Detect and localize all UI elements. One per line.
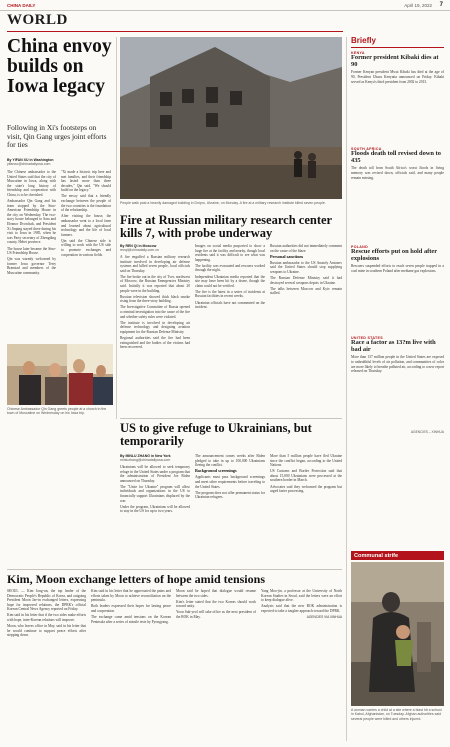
story-divider — [120, 418, 342, 419]
story-divider — [7, 569, 342, 570]
iowa-photo-caption: Chinese Ambassador Qin Gang greets people at a church in the town of Muscatine on Wednesday on his Iowa trip. — [7, 407, 107, 416]
iowa-body-col2 — [61, 170, 111, 340]
refugee-headline: US to give refuge to Ukrainians, but temporarily — [120, 421, 312, 448]
refugee-byline-block — [120, 454, 190, 463]
paragraph: Qin was warmly welcomed by former Iowa governor Terry Branstad and members of the Muscatine community. — [7, 257, 56, 275]
kim-headline: Kim, Moon exchange letters of hope amid tensions — [7, 572, 265, 586]
refugee-email: minluzhang@chinadailyusa.com — [120, 458, 171, 463]
fire-body-col2 — [195, 244, 265, 415]
paragraph: A fire engulfed a Russian military research institute involved in developing air defense systems and killed seven people, local officials said on Thursday. — [120, 255, 190, 273]
section-rule — [7, 31, 343, 32]
paragraph: Russian television showed thick black smoke rising from the three-story building. — [120, 294, 190, 304]
column-divider — [116, 37, 117, 419]
brief-tag: SOUTH AFRICA — [351, 147, 382, 151]
paragraph: Russian ambassador to the US Anatoly Antonov said the United States should stop supplying weapons to Ukraine. — [270, 260, 342, 274]
iowa-photo — [7, 344, 113, 405]
brief-text: The death toll from South Africa's worst floods in living memory was revised down, officials said, and many people remain missing. — [351, 166, 444, 180]
communal-photo — [351, 562, 444, 706]
brief-item — [351, 245, 444, 312]
paragraph: Ukrainian officials have not commented on the incident. — [195, 300, 265, 310]
paragraph: The facility was evacuated and rescuers worked through the night. — [195, 263, 265, 273]
paragraph: Images on social media purported to show a large fire at the facility and nearby, though local residents said it was difficult to see what was happening. — [195, 244, 265, 262]
brief-tag: POLAND — [351, 245, 368, 249]
kim-body-col3 — [176, 589, 256, 741]
paragraph: The fire is the latest in a series of incidents at Russian facilities in recent weeks. — [195, 289, 265, 299]
paragraph: Kim's letter stated that the two Koreas should work toward unity. — [176, 599, 256, 609]
communal-caption: A woman carries a child at a site where a blast hit a school in Kabul, Afghanistan, on Tuesday. Afghan authorities said several people were killed and others injured. — [351, 708, 442, 721]
paragraph: US Customs and Border Protection said that about 15,000 Ukrainians were processed at the southern border in March. — [270, 469, 342, 483]
paragraph: Under the program, Ukrainians will be allowed to stay in the US for up to two years. — [120, 504, 190, 514]
brief-tag: UNITED STATES — [351, 336, 383, 340]
communal-title: Communal strife — [351, 551, 444, 560]
iowa-body-col1 — [7, 170, 56, 340]
paragraph: After visiting the house, the ambassador went to a local farm and learned about agricultural technology and the life of local farmers. — [61, 214, 111, 237]
brief-text: Former Kenyan president Mwai Kibaki has died at the age of 90, President Uhuru Kenyatta announced on Friday. Kibaki served as Kenya's third president from 2002 to 2013. — [351, 70, 444, 84]
issue-date: April 19, 2022 — [404, 3, 432, 8]
paragraph: Regional authorities said the fire had been extinguished and the bodies of the victims had been recovered. — [120, 336, 190, 350]
refugee-body-col1 — [120, 465, 190, 565]
briefly-title: Briefly — [351, 36, 376, 45]
paragraph: "Xi made a historic trip here and met families, and their friendship has lasted more than three decades," Qin said. "We should build on the legacy." — [61, 170, 111, 193]
paragraph: Moon said he hoped that dialogue would resume between the two sides. — [176, 589, 256, 598]
credit: AGENCIES VIA XINHUA — [306, 614, 342, 619]
kim-body-col4 — [261, 589, 342, 741]
section-title: WORLD — [7, 12, 68, 28]
paragraph: Russian authorities did not immediately comment on the cause of the blaze. — [270, 244, 342, 253]
brief-text: More than 137 million people in the United States are exposed to unhealthful levels of air pollution, and communities of color are more likely to breathe polluted air, according to a new report released on Thursday. — [351, 355, 444, 374]
column-divider — [346, 37, 347, 741]
newspaper-logo: CHINA DAILY — [7, 3, 36, 8]
paragraph: More than 5 million people have fled Ukraine since the conflict began, according to the United Nations. — [270, 454, 342, 468]
paragraph: The announcement comes weeks after Biden pledged to take in up to 100,000 Ukrainians fleeing the conflict. — [195, 454, 265, 468]
paragraph: Kim said in his letter that if the two sides make efforts with hope, inter-Korean relations will improve. — [7, 613, 86, 623]
paragraph: The program does not offer permanent status for Ukrainian refugees. — [195, 490, 265, 500]
fire-photo — [120, 37, 342, 199]
brief-text: Rescuers suspended efforts to reach seven people trapped in a coal mine in southern Poland after methane gas explosions. — [351, 264, 444, 274]
paragraph: SEOUL — Kim Jong-un, the top leader of the Democratic People's Republic of Korea, and outgoing President Moon Jae-in exchanged letters, expressing hope for improved relations, the DPRK's official Korean Central News Agency reported on Friday. — [7, 589, 86, 612]
fire-email: renqi@chinadaily.com.cn — [120, 248, 159, 253]
fire-byline: By REN QI in Moscow — [120, 244, 157, 248]
paragraph: Ambassador Qin Gang and his team stopped by the Sino-American Friendship House in the city on Wednesday. The two-story house belonged to Sara and Eleanor Dvorchak, and President Xi Jinping stayed there during his visit to Iowa in 1985, when he was Party secretary of Zhengding county, Hebei province. — [7, 199, 56, 245]
paragraph: Advocates said they welcomed the program but urged faster processing. — [270, 484, 342, 494]
brief-headline: Former president Kibaki dies at 90 — [351, 54, 439, 68]
iowa-byline-block — [7, 158, 112, 167]
paragraph: The "Unite for Ukraine" program will allow individuals and organizations in the US to financially support Ukrainians displaced by the war. — [120, 484, 190, 503]
paragraph: Independent Ukrainian media reported that the site may have been hit by a drone, though the claim could not be verified. — [195, 274, 265, 288]
refugee-body-col3 — [270, 454, 342, 565]
brief-headline: Race a factor as 13?m live with bad air — [351, 339, 436, 353]
paragraph: The Russian Defense Ministry said it had destroyed several weapons depots in Ukraine. — [270, 276, 342, 285]
iowa-headline: China envoy builds on Iowa legacy — [7, 36, 112, 97]
paragraph: Yoon Suk-yeol will take office as the next president of the ROK in May. — [176, 610, 256, 619]
paragraph: The institute is involved in developing air defense technology and designing aviation equipment for the Russian Defense Ministry. — [120, 320, 190, 334]
paragraph: Qin said the Chinese side is willing to work with the US side to promote exchanges and cooperation in various fields. — [61, 238, 111, 257]
subhead: Personal sanctions — [270, 253, 304, 259]
fire-body-col3 — [270, 244, 342, 415]
paragraph: Ukrainians will be allowed to seek temporary refuge in the United States under a program that the administration of President Joe Biden announced on Thursday. — [120, 465, 190, 483]
brief-headline: Floods death toll revised down to 435 — [351, 150, 441, 164]
paragraph: The exchange came amid tensions on the Korean Peninsula after a series of missile tests by Pyongyang. — [91, 614, 171, 624]
iowa-byline: By YIFAN XU in Washington — [7, 158, 54, 162]
paragraph: The envoy said that a friendly exchange between the people of the two countries is the foundation of the relationship. — [61, 194, 111, 213]
briefly-rule — [351, 47, 444, 48]
brief-item — [351, 336, 444, 427]
paragraph: Yang Moo-jin, a professor at the University of North Korean Studies in Seoul, said the letters were an effort to keep dialogue alive. — [261, 589, 342, 603]
paragraph: The Chinese ambassador to the United States said that the city of Muscatine in Iowa, along with the state's long history of friendship and cooperation with China, is to be cherished. — [7, 170, 56, 197]
masthead-bar — [0, 0, 450, 11]
iowa-email: yifanxu@chinadailyusa.com — [7, 162, 51, 167]
refugee-byline: By MINLU ZHANG in New York — [120, 454, 171, 458]
fire-photo-caption: People walk past a heavily damaged building in Dnipro, Ukraine, on Monday. A fire at a military research institute killed seven people. — [120, 201, 326, 205]
subhead: Background screenings — [195, 468, 237, 474]
brief-tag: KENYA — [351, 51, 365, 55]
brief-headline: Rescue efforts put on hold after explosions — [351, 248, 437, 262]
paragraph: Applicants must pass background screenings and meet other requirements before traveling to the United States. — [195, 475, 265, 489]
kim-body-col2 — [91, 589, 171, 741]
briefly-credit: AGENCIES – XINHUA — [410, 430, 444, 434]
fire-byline-block — [120, 244, 190, 253]
page-number: 7 — [439, 2, 443, 8]
paragraph: Moon, who leaves office in May, said in his letter that he would continue to support peace efforts after stepping down. — [7, 624, 86, 638]
iowa-deck: Following in Xi's footsteps on visit, Qin Gang urges joint efforts for ties — [7, 123, 107, 150]
fire-headline: Fire at Russian military research center kills 7, with probe underway — [120, 213, 332, 240]
brief-item — [351, 147, 444, 203]
paragraph: Kim said in his letter that he appreciated the pains and efforts taken by Moon to achieve reconciliation on the peninsula. — [91, 589, 171, 603]
paragraph: The talks between Moscow and Kyiv remain stalled. — [270, 286, 342, 296]
paragraph: Both leaders expressed their hopes for lasting peace and cooperation. — [91, 604, 171, 613]
paragraph: The Investigative Committee of Russia opened a criminal investigation into the cause of the fire and whether safety rules were violated. — [120, 305, 190, 319]
kim-body-col1 — [7, 589, 86, 741]
fire-body-col1 — [120, 255, 190, 415]
refugee-body-col2 — [195, 454, 265, 565]
brief-item — [351, 51, 444, 97]
paragraph: The fire broke out in the city of Tver, northwest of Moscow, the Russian Emergencies Ministry said. Initially it was reported that about 20 people were in the building. — [120, 274, 190, 293]
paragraph: The house later became the Sino-US Friendship House. — [7, 246, 56, 256]
paragraph: Analysts said that the new ROK administration is expected to take a tougher approach toward the DPRK. — [261, 604, 342, 613]
